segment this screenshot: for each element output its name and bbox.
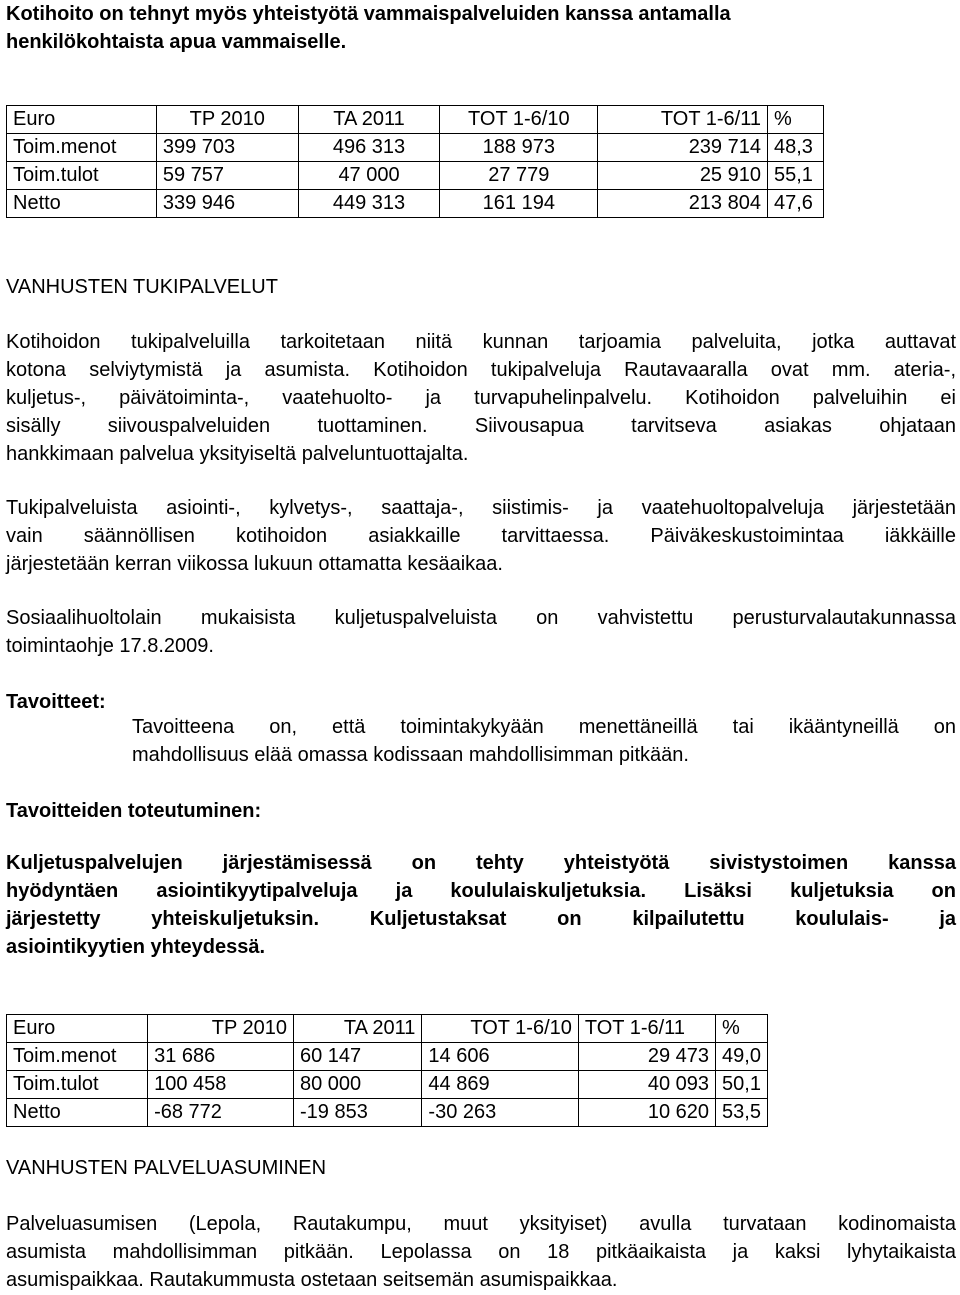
table-header-cell: Euro — [7, 106, 157, 134]
intro-line: Kotihoito on tehnyt myös yhteistyötä vammaispalveluiden kanssa antamalla — [6, 3, 731, 25]
table-cell: 55,1 — [767, 162, 823, 190]
table-cell: 47,6 — [767, 190, 823, 218]
table-cell: Toim.menot — [7, 1043, 148, 1071]
table-cell: 339 946 — [156, 190, 298, 218]
table-cell: 31 686 — [148, 1043, 294, 1071]
paragraph-line: sisälly siivouspalveluiden tuottaminen. Siivousapua tarvitseva asiakas ohjataan — [6, 415, 956, 437]
paragraph-line: kotona selviytymistä ja asumista. Kotihoidon tukipalveluja Rautavaaralla ovat mm. ateria-, — [6, 359, 956, 381]
table-cell: Toim.tulot — [7, 1071, 148, 1099]
paragraph-line: Kotihoidon tukipalveluilla tarkoitetaan niitä kunnan tarjoamia palveluita, jotka auttavat — [6, 331, 956, 353]
table-cell: 188 973 — [440, 134, 598, 162]
table-header-cell: TA 2011 — [294, 1015, 422, 1043]
table-cell: 47 000 — [298, 162, 440, 190]
table-header-cell: % — [716, 1015, 768, 1043]
goals-text — [132, 713, 956, 769]
table-cell: Toim.menot — [7, 134, 157, 162]
tukipalvelut-paragraph-3 — [6, 604, 956, 660]
paragraph-line: Tavoitteena on, että toimintakykyään menettäneillä tai ikääntyneillä on — [132, 716, 956, 738]
finance-table-tukipalvelut — [6, 105, 824, 218]
table-cell: 10 620 — [578, 1099, 715, 1127]
table-cell: 49,0 — [716, 1043, 768, 1071]
table-header-cell: TOT 1-6/10 — [422, 1015, 578, 1043]
tukipalvelut-paragraph-1 — [6, 328, 956, 468]
paragraph-line: vain säännöllisen kotihoidon asiakkaille tarvittaessa. Päiväkeskustoimintaa iäkkäille — [6, 525, 956, 547]
paragraph-line: mahdollisuus elää omassa kodissaan mahdollisimman pitkään. — [132, 744, 689, 766]
table-header-cell: TA 2011 — [298, 106, 440, 134]
table-cell: 239 714 — [598, 134, 768, 162]
table-row — [7, 1043, 768, 1071]
paragraph-line: kuljetus-, päivätoiminta-, vaatehuolto- ja turvapuhelinpalvelu. Kotihoidon palveluihin ei — [6, 387, 956, 409]
paragraph-line: Tukipalveluista asiointi-, kylvetys-, saattaja-, siistimis- ja vaatehuoltopalveluja järjestetään — [6, 497, 956, 519]
table-header-cell: % — [767, 106, 823, 134]
section-heading-tukipalvelut: VANHUSTEN TUKIPALVELUT — [6, 276, 278, 298]
finance-table-kuljetus — [6, 1014, 768, 1127]
table-cell: 59 757 — [156, 162, 298, 190]
table-cell: 213 804 — [598, 190, 768, 218]
intro-paragraph — [6, 0, 956, 56]
table-cell: Netto — [7, 1099, 148, 1127]
table-cell: 44 869 — [422, 1071, 578, 1099]
table-header-row — [7, 1015, 768, 1043]
realization-text — [6, 849, 956, 961]
table-cell: 50,1 — [716, 1071, 768, 1099]
palveluasuminen-paragraph — [6, 1210, 956, 1294]
table-header-cell: TP 2010 — [148, 1015, 294, 1043]
table-cell: 25 910 — [598, 162, 768, 190]
table-header-cell: TP 2010 — [156, 106, 298, 134]
paragraph-line: asumispaikkaa. Rautakummusta ostetaan seitsemän asumispaikkaa. — [6, 1269, 618, 1291]
table-cell: 48,3 — [767, 134, 823, 162]
goals-label: Tavoitteet: — [6, 691, 106, 713]
table-cell: 14 606 — [422, 1043, 578, 1071]
paragraph-line: asiointikyytien yhteydessä. — [6, 936, 266, 958]
table-header-row — [7, 106, 824, 134]
table-row — [7, 134, 824, 162]
table-cell: -30 263 — [422, 1099, 578, 1127]
table-cell: 80 000 — [294, 1071, 422, 1099]
table-row — [7, 1071, 768, 1099]
tukipalvelut-paragraph-2 — [6, 494, 956, 578]
paragraph-line: järjestetään kerran viikossa lukuun ottamatta kesäaikaa. — [6, 553, 503, 575]
paragraph-line: toimintaohje 17.8.2009. — [6, 635, 214, 657]
paragraph-line: asumista mahdollisimman pitkään. Lepolassa on 18 pitkäaikaista ja kaksi lyhytaikaista — [6, 1241, 956, 1263]
table-header-cell: TOT 1-6/11 — [578, 1015, 715, 1043]
table-header-cell: TOT 1-6/10 — [440, 106, 598, 134]
table-cell: Netto — [7, 190, 157, 218]
table-cell: 496 313 — [298, 134, 440, 162]
intro-line: henkilökohtaista apua vammaiselle. — [6, 31, 347, 53]
table-cell: -19 853 — [294, 1099, 422, 1127]
table-cell: Toim.tulot — [7, 162, 157, 190]
table-cell: 40 093 — [578, 1071, 715, 1099]
realization-label: Tavoitteiden toteutuminen: — [6, 800, 262, 822]
table-cell: 399 703 — [156, 134, 298, 162]
paragraph-line: hankkimaan palvelua yksityiseltä palveluntuottajalta. — [6, 443, 469, 465]
table-cell: 100 458 — [148, 1071, 294, 1099]
table-cell: 449 313 — [298, 190, 440, 218]
paragraph-line: Sosiaalihuoltolain mukaisista kuljetuspalveluista on vahvistettu perusturvalautakunnassa — [6, 607, 956, 629]
table-header-cell: TOT 1-6/11 — [598, 106, 768, 134]
section-heading-palveluasuminen: VANHUSTEN PALVELUASUMINEN — [6, 1157, 327, 1179]
paragraph-line: hyödyntäen asiointikyytipalveluja ja koululaiskuljetuksia. Lisäksi kuljetuksia on — [6, 880, 956, 902]
table-cell: 60 147 — [294, 1043, 422, 1071]
table-header-cell: Euro — [7, 1015, 148, 1043]
table-cell: -68 772 — [148, 1099, 294, 1127]
table-row — [7, 1099, 768, 1127]
table-row — [7, 190, 824, 218]
table-cell: 29 473 — [578, 1043, 715, 1071]
table-cell: 53,5 — [716, 1099, 768, 1127]
table-cell: 27 779 — [440, 162, 598, 190]
table-row — [7, 162, 824, 190]
paragraph-line: Palveluasumisen (Lepola, Rautakumpu, muut yksityiset) avulla turvataan kodinomaista — [6, 1213, 956, 1235]
paragraph-line: Kuljetuspalvelujen järjestämisessä on tehty yhteistyötä sivistystoimen kanssa — [6, 852, 956, 874]
table-cell: 161 194 — [440, 190, 598, 218]
paragraph-line: järjestetty yhteiskuljetuksin. Kuljetustaksat on kilpailutettu koululais- ja — [6, 908, 956, 930]
